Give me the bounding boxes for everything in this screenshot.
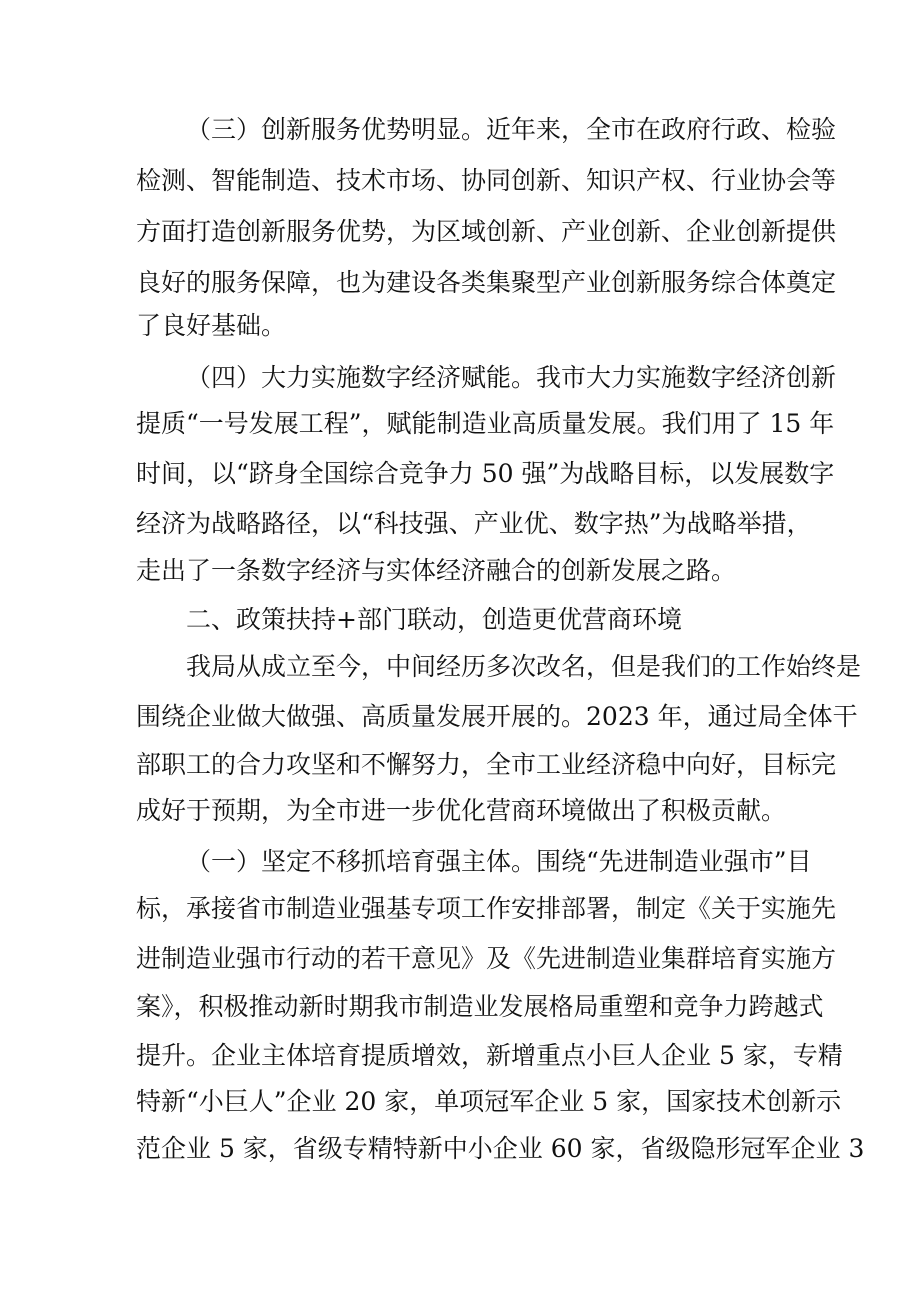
subsection-1-line-1: （一）坚定不移抓培育强主体。围绕“先进制造业强市”目 — [186, 847, 812, 876]
section-intro-line-4: 成好于预期，为全市进一步优化营商环境做出了积极贡献。 — [136, 796, 787, 825]
paragraph-4-line-2: 提质“一号发展工程”，赋能制造业高质量发展。我们用了 15 年 — [136, 409, 835, 438]
paragraph-3-line-5: 了良好基础。 — [136, 311, 287, 340]
paragraph-3-line-3: 方面打造创新服务优势，为区域创新、产业创新、企业创新提供 — [136, 217, 837, 246]
subsection-1-line-4: 案》，积极推动新时期我市制造业发展格局重塑和竞争力跨越式 — [136, 992, 824, 1021]
subsection-1-line-2: 标，承接省市制造业强基专项工作安排部署，制定《关于实施先 — [136, 894, 837, 923]
paragraph-4-line-4: 经济为战略路径，以“科技强、产业优、数字热”为战略举措， — [136, 509, 812, 538]
paragraph-3-line-1: （三）创新服务优势明显。近年来，全市在政府行政、检验 — [186, 115, 837, 144]
subsection-1-line-7: 范企业 5 家，省级专精特新中小企业 60 家，省级隐形冠军企业 3 — [136, 1134, 865, 1163]
section-heading: 二、政策扶持+部门联动，创造更优营商环境 — [186, 605, 682, 634]
paragraph-4-line-3: 时间，以“跻身全国综合竞争力 50 强”为战略目标，以发展数字 — [136, 459, 835, 488]
paragraph-3-line-2: 检测、智能制造、技术市场、协同创新、知识产权、行业协会等 — [136, 166, 837, 195]
subsection-1-line-5: 提升。企业主体培育提质增效，新增重点小巨人企业 5 家，专精 — [136, 1041, 843, 1070]
paragraph-4-line-1: （四）大力实施数字经济赋能。我市大力实施数字经济创新 — [186, 363, 837, 392]
section-intro-line-1: 我局从成立至今，中间经历多次改名，但是我们的工作始终是 — [186, 652, 862, 681]
subsection-1-line-3: 进制造业强市行动的若干意见》及《先进制造业集群培育实施方 — [136, 944, 837, 973]
paragraph-3-line-4: 良好的服务保障，也为建设各类集聚型产业创新服务综合体奠定 — [136, 268, 837, 297]
section-intro-line-3: 部职工的合力攻坚和不懈努力，全市工业经济稳中向好，目标完 — [136, 750, 837, 779]
subsection-1-line-6: 特新“小巨人”企业 20 家，单项冠军企业 5 家，国家技术创新示 — [136, 1087, 842, 1116]
paragraph-4-line-5: 走出了一条数字经济与实体经济融合的创新发展之路。 — [136, 556, 737, 585]
section-intro-line-2: 围绕企业做大做强、高质量发展开展的。2023 年，通过局全体干 — [136, 702, 858, 731]
